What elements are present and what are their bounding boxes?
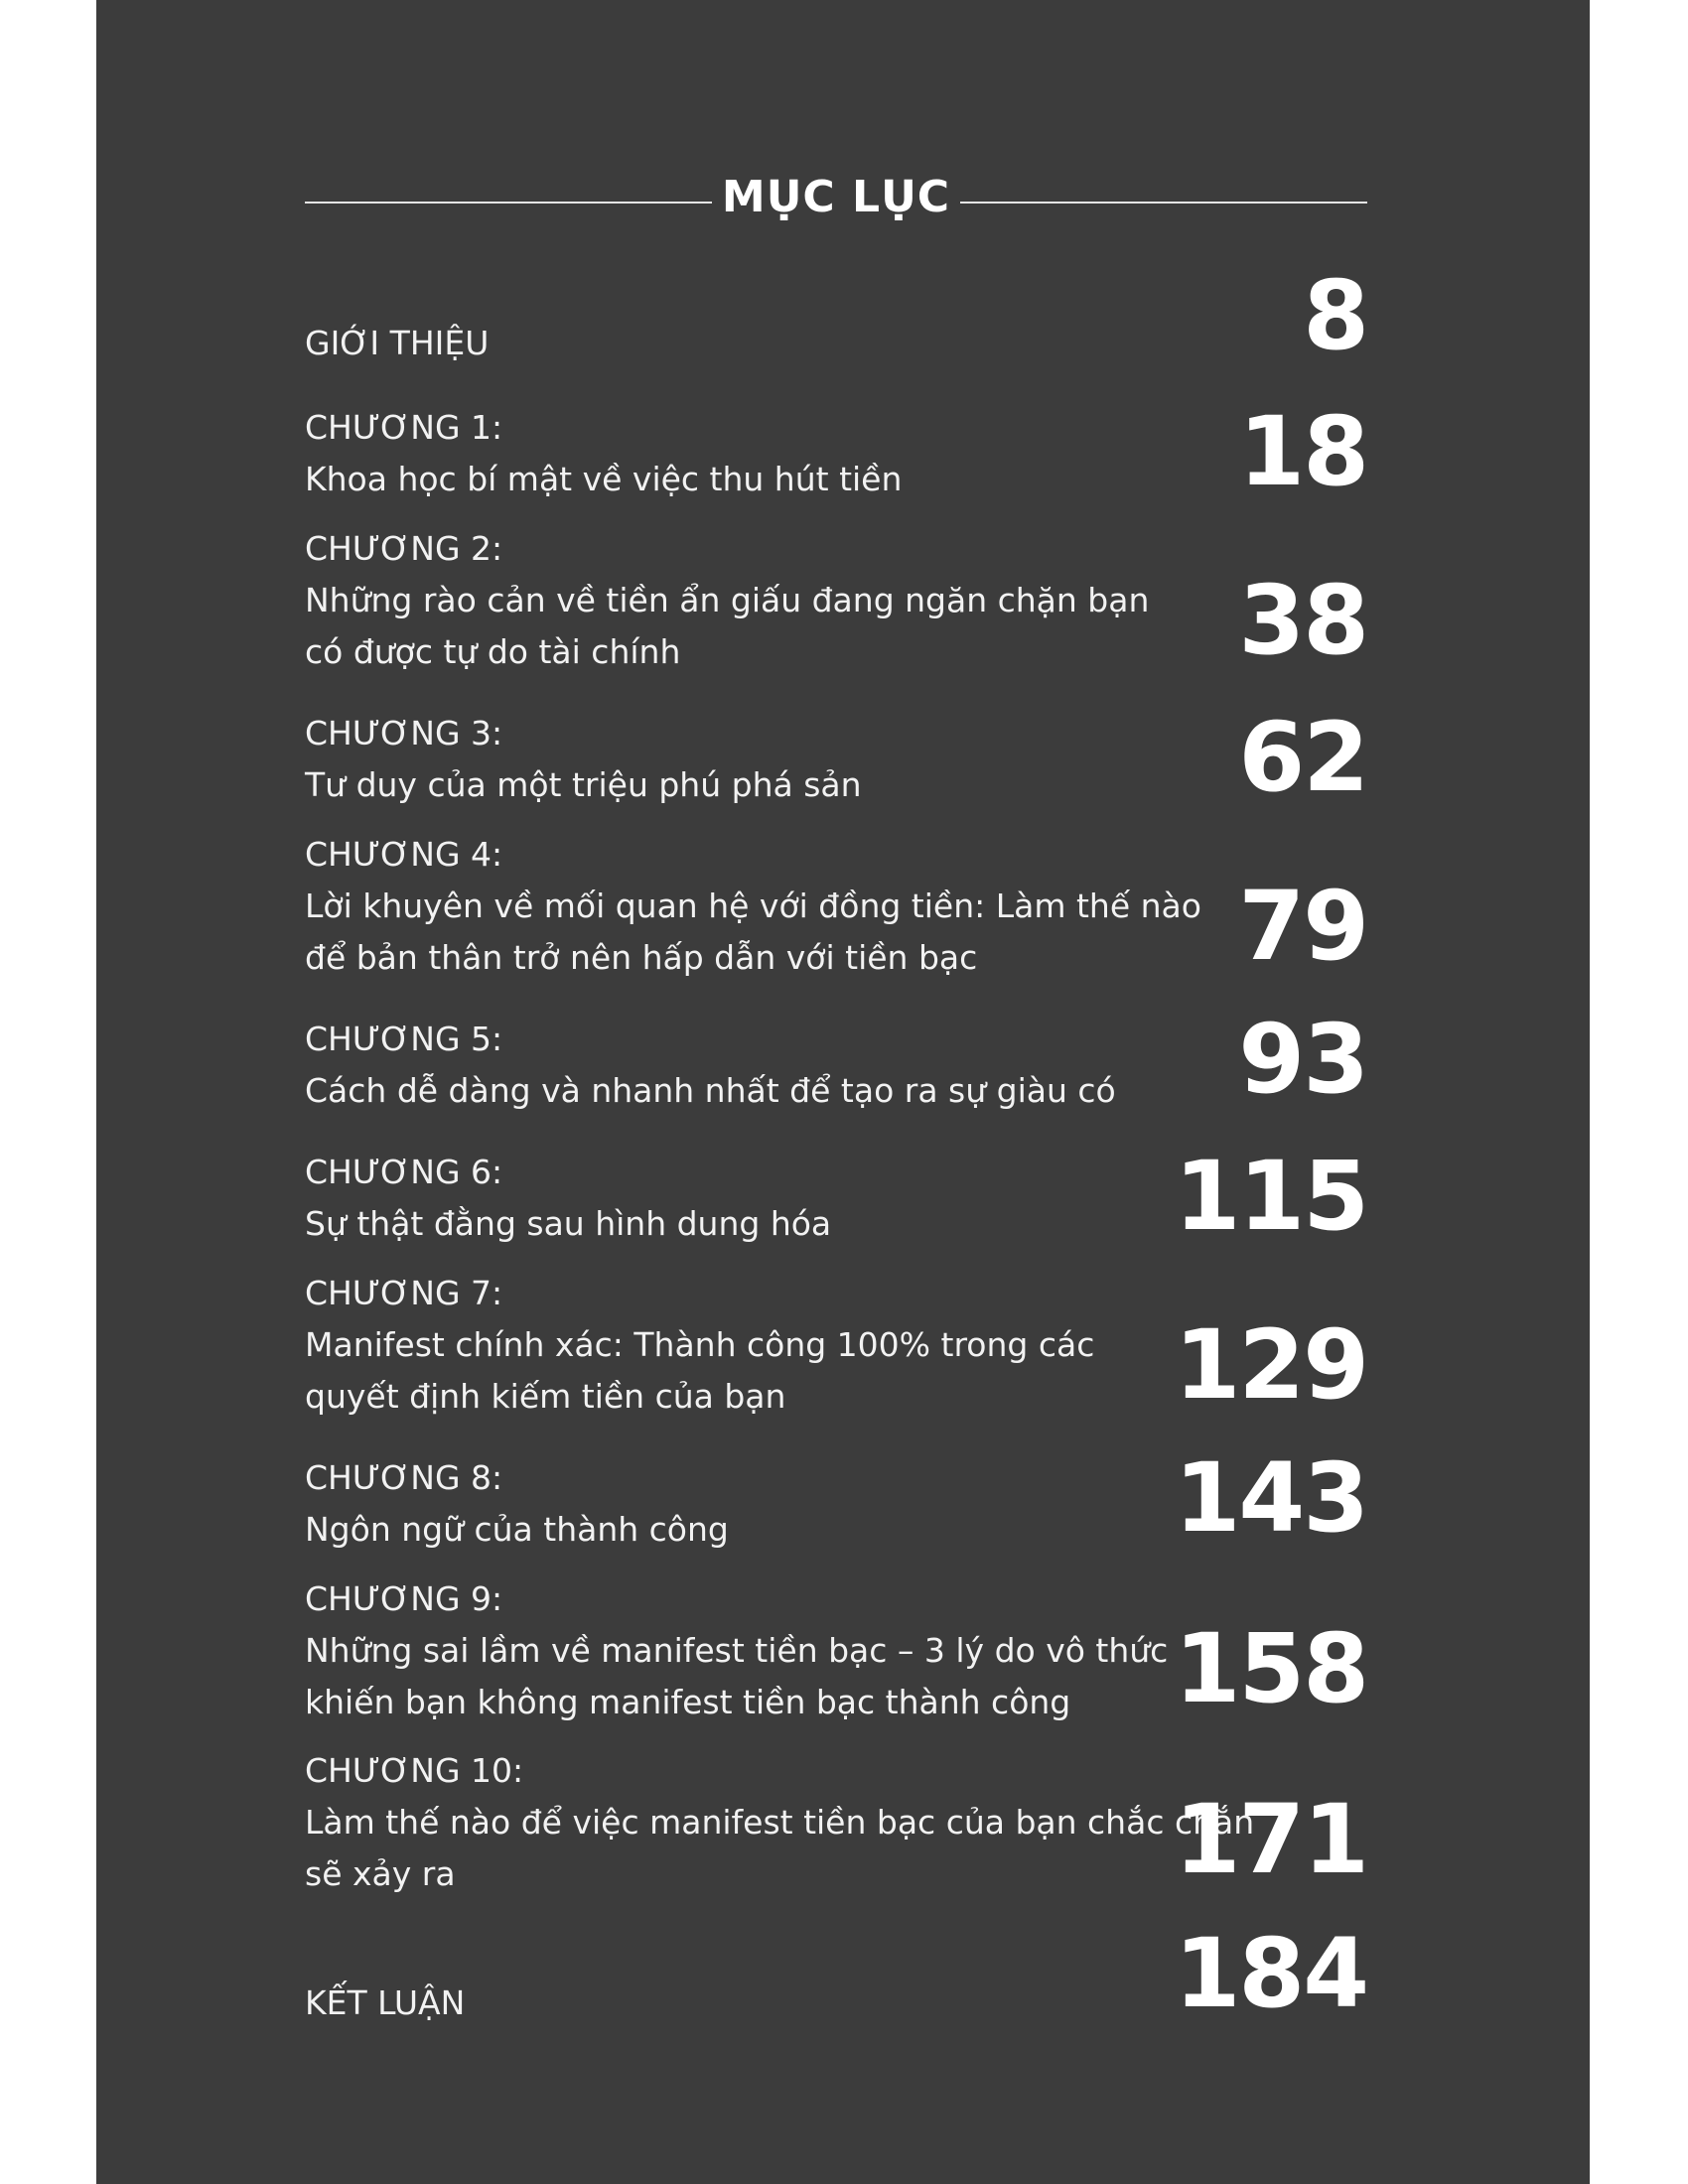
entry-title-line: Ngôn ngữ của thành công (305, 1510, 729, 1549)
toc-entry-chapter-10[interactable] (305, 1745, 1367, 1904)
entry-title-line: Những rào cản về tiền ẩn giấu đang ngăn chặn bạn (305, 581, 1150, 619)
toc-entry-chapter-9[interactable] (305, 1573, 1367, 1732)
entry-title-line: Cách dễ dàng và nhanh nhất để tạo ra sự giàu có (305, 1071, 1116, 1110)
entry-title-line: để bản thân trở nên hấp dẫn với tiền bạc (305, 938, 978, 977)
entry-page-number: 171 (1174, 1784, 1367, 1895)
entry-label: CHƯƠNG 2: (305, 529, 503, 568)
entry-page-number: 184 (1174, 1918, 1367, 2029)
entry-label: CHƯƠNG 7: (305, 1274, 503, 1312)
entry-label: CHƯƠNG 6: (305, 1153, 503, 1191)
entry-title-line: quyết định kiếm tiền của bạn (305, 1377, 786, 1416)
entry-title-line: có được tự do tài chính (305, 632, 681, 671)
entry-label: CHƯƠNG 10: (305, 1751, 524, 1790)
toc-entry-chapter-2[interactable] (305, 523, 1367, 682)
title-rule-left (305, 202, 712, 204)
entry-page-number: 129 (1174, 1309, 1367, 1421)
entry-page-number: 79 (1238, 871, 1367, 982)
toc-entry-conclusion[interactable] (305, 1918, 1367, 2057)
toc-entry-chapter-7[interactable] (305, 1268, 1367, 1427)
toc-title: MỤC LỤC (721, 172, 951, 222)
toc-page (96, 0, 1590, 2184)
entry-title-line: Sự thật đằng sau hình dung hóa (305, 1204, 832, 1243)
toc-entry-chapter-4[interactable] (305, 829, 1367, 988)
toc-entry-chapter-5[interactable] (305, 1004, 1367, 1123)
entry-title-line: Tư duy của một triệu phú phá sản (305, 765, 862, 804)
entry-page-number: 62 (1238, 702, 1367, 813)
entry-label: KẾT LUẬN (305, 1983, 466, 2022)
entry-title-line: sẽ xảy ra (305, 1854, 456, 1893)
entry-page-number: 18 (1238, 396, 1367, 507)
entry-title-line: Những sai lầm về manifest tiền bạc – 3 lý do vô thức (305, 1631, 1169, 1670)
toc-entry-intro[interactable] (305, 260, 1367, 407)
entry-page-number: 93 (1238, 1004, 1367, 1115)
entry-label: CHƯƠNG 9: (305, 1579, 503, 1618)
entry-page-number: 158 (1174, 1613, 1367, 1724)
entry-label: CHƯƠNG 4: (305, 835, 503, 874)
toc-entry-chapter-1[interactable] (305, 396, 1367, 511)
entry-title-line: Lời khuyên về mối quan hệ với đồng tiền: Làm thế nào (305, 887, 1201, 925)
entry-page-number: 143 (1174, 1442, 1367, 1554)
entry-title-line: Khoa học bí mật về việc thu hút tiền (305, 460, 903, 498)
entry-label: CHƯƠNG 1: (305, 408, 503, 447)
toc-entry-chapter-3[interactable] (305, 702, 1367, 817)
entry-page-number: 8 (1303, 260, 1367, 371)
entry-page-number: 38 (1238, 565, 1367, 676)
toc-entry-chapter-8[interactable] (305, 1442, 1367, 1562)
entry-label: CHƯƠNG 3: (305, 714, 503, 752)
entry-label: GIỚI THIỆU (305, 324, 490, 362)
toc-header (305, 164, 1367, 243)
entry-title-line: khiến bạn không manifest tiền bạc thành công (305, 1683, 1071, 1721)
entry-title-line: Manifest chính xác: Thành công 100% trong các (305, 1325, 1095, 1364)
entry-title-line: Làm thế nào để việc manifest tiền bạc của bạn chắc chắn (305, 1803, 1255, 1842)
entry-page-number: 115 (1174, 1141, 1367, 1252)
entry-label: CHƯƠNG 8: (305, 1458, 503, 1497)
title-rule-right (960, 202, 1367, 204)
entry-label: CHƯƠNG 5: (305, 1020, 503, 1058)
toc-entry-chapter-6[interactable] (305, 1141, 1367, 1256)
